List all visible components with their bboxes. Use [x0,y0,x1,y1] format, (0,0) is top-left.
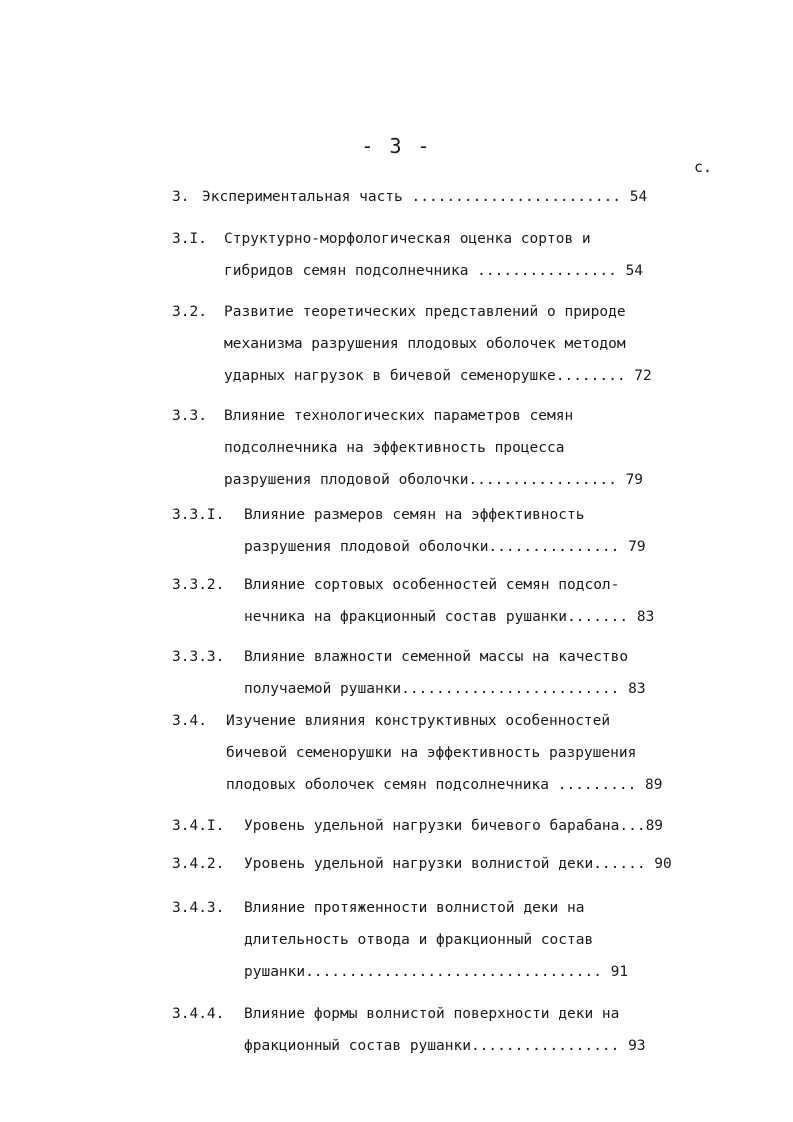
toc-entry-line: Развитие теоретических представлений о природе [224,304,626,320]
toc-entry-line: механизма разрушения плодовых оболочек методом [224,336,626,352]
toc-entry-line: гибридов семян подсолнечника ................ 54 [224,263,644,279]
toc-entry-line: Уровень удельной нагрузки бичевого барабана...89 [244,818,664,834]
toc-entry-line: Влияние размеров семян на эффективность [244,507,585,523]
toc-entry-line: рушанки.................................. 91 [244,964,629,980]
toc-entry-number: 3.4.4. [172,1006,225,1022]
toc-entry-line: подсолнечника на эффективность процесса [224,440,565,456]
toc-entry-line: разрушения плодовой оболочки................. 79 [224,472,644,488]
toc-entry-number: 3.3.I. [172,507,225,523]
toc-entry-line: Структурно-морфологическая оценка сортов и [224,231,591,247]
toc-entry-line: Влияние влажности семенной массы на качество [244,649,629,665]
toc-entry-number: 3.4.I. [172,818,225,834]
toc-entry-line: плодовых оболочек семян подсолнечника ......... 89 [226,777,663,793]
toc-entry-line: Экспериментальная часть ........................ 54 [202,189,648,205]
toc-entry-number: 3.3.3. [172,649,225,665]
page-number: - 3 - [361,134,432,158]
toc-entry-line: Влияние формы волнистой поверхности деки на [244,1006,620,1022]
toc-entry-line: Влияние сортовых особенностей семян подсол- [244,577,620,593]
toc-entry-number: 3.4.3. [172,900,225,916]
toc-entry-number: 3.3.2. [172,577,225,593]
toc-entry-number: 3.4.2. [172,856,225,872]
toc-entry-line: Влияние протяженности волнистой деки на [244,900,585,916]
toc-entry-line: Изучение влияния конструктивных особенностей [226,713,611,729]
toc-entry-line: длительность отвода и фракционный состав [244,932,594,948]
toc-entry-number: 3.3. [172,408,207,424]
toc-entry-line: фракционный состав рушанки................. 93 [244,1038,646,1054]
toc-entry-line: получаемой рушанки......................... 83 [244,681,646,697]
toc-entry-line: Уровень удельной нагрузки волнистой деки...... 90 [244,856,672,872]
toc-entry-number: 3.I. [172,231,207,247]
toc-entry-line: разрушения плодовой оболочки............... 79 [244,539,646,555]
toc-entry-number: 3. [172,189,190,205]
toc-entry-line: нечника на фракционный состав рушанки....... 83 [244,609,655,625]
page-column-header: с. [694,158,713,176]
toc-entry-line: бичевой семенорушки на эффективность разрушения [226,745,637,761]
toc-entry-line: ударных нагрузок в бичевой семенорушке........ 72 [224,368,652,384]
toc-entry-number: 3.4. [172,713,207,729]
toc-entry-line: Влияние технологических параметров семян [224,408,574,424]
toc-entry-number: 3.2. [172,304,207,320]
